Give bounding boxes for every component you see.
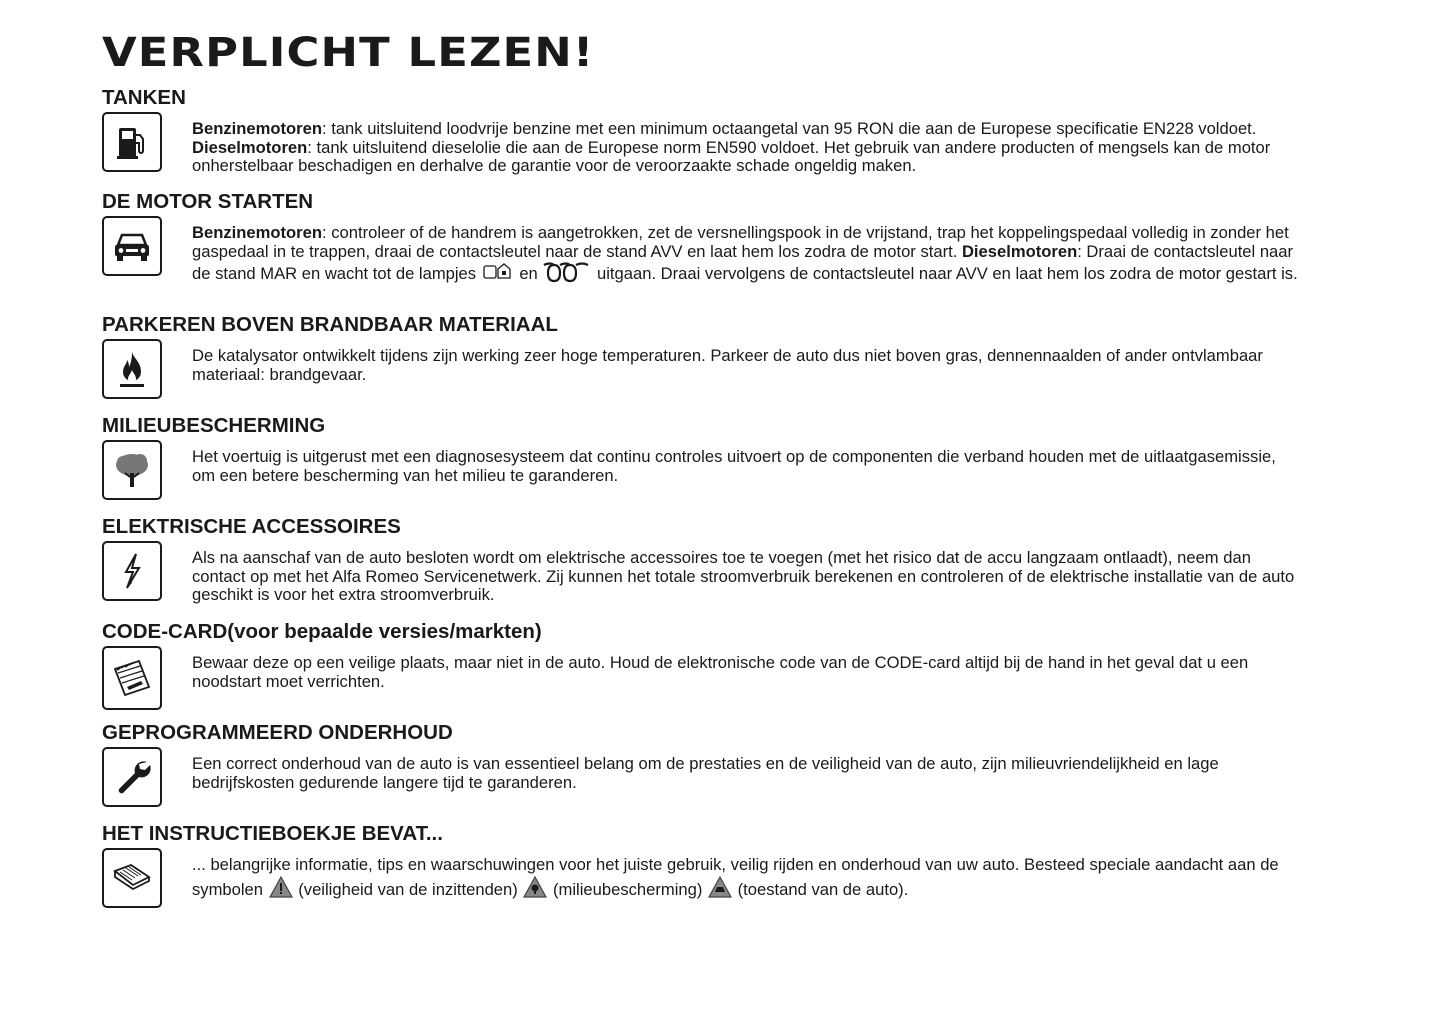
section-text: Als na aanschaf van de auto besloten wordt om elektrische accessoires toe te voegen (met het risico dat de accu langzaam ontlaadt), neem dan contact op met het Alfa Romeo Servicenetwerk. Zij kunnen het totale stroomverbruik berekenen en controleren of de elektrische installatie van de auto geschikt is voor het extra stroomverbruik. (192, 548, 1295, 604)
text-span: uitgaan. Draai vervolgens de contactsleutel naar AVV en laat hem los zodra de motor gestart is. (592, 264, 1298, 283)
text-span: : Draai de contactsleutel naar de stand MAR en wacht tot de lampjes (192, 241, 1294, 283)
section-code-card (102, 620, 1302, 691)
wrench-icon (102, 747, 162, 807)
bold-term: Benzinemotoren (192, 223, 322, 242)
text-span: : controleer of de handrem is aangetrokken, zet de versnellingspook in de vrijstand, trap het koppelingspedaal volledig in zonder het gaspedaal in te trappen, draai de contactsleutel naar de stand AVV en laat hem los zodra de motor start. (192, 223, 1289, 261)
section-text (192, 848, 1302, 903)
bold-term: Dieselmotoren (192, 137, 308, 157)
glow-plug-warning-icon (481, 261, 515, 288)
section-instructieboekje (102, 822, 1302, 903)
section-heading: CODE-CARD(voor bepaalde versies/markten) (102, 620, 542, 643)
text-span: ... belangrijke informatie, tips en waarschuwingen voor het juiste gebruik, veilig rijden en onderhoud van uw auto. Besteed speciale aandacht aan de symbolen (192, 855, 1279, 899)
text-span: (milieubescherming) (548, 879, 708, 899)
section-text: De katalysator ontwikkelt tijdens zijn werking zeer hoge temperaturen. Parkeer de auto dus niet boven gras, dennennaalden of ander ontvlambaar materiaal: brandgevaar. (192, 346, 1263, 384)
car-front-icon (102, 216, 162, 276)
warning-vehicle-icon (707, 875, 733, 904)
lightning-icon (102, 541, 162, 601)
bold-term: Benzinemotoren (192, 119, 322, 138)
section-tanken (102, 86, 1302, 176)
code-card-icon (102, 646, 162, 710)
text-span: en (514, 264, 543, 283)
section-heading: GEPROGRAMMEERD ONDERHOUD (102, 721, 453, 744)
section-text (192, 216, 1302, 288)
section-heading: MILIEUBESCHERMING (102, 414, 326, 437)
bold-term: Dieselmotoren (961, 241, 1078, 261)
page-title: VERPLICHT LEZEN! (102, 30, 595, 76)
section-motor-starten (102, 190, 1302, 288)
section-heading: TANKEN (102, 86, 186, 109)
fuel-pump-icon (102, 112, 162, 172)
text-span: : tank uitsluitend dieselolie die aan de Europese norm EN590 voldoet. Het gebruik van andere producten of mengsels kan de motor onherstelbaar beschadigen en derhalve de garantie voor de veroorzaakte schade ongeldig maken. (192, 137, 1271, 175)
text-span: : tank uitsluitend loodvrije benzine met een minimum octaangetal van 95 RON die aan de Europese specificatie EN228 voldoet. (322, 119, 1257, 138)
section-parkeren (102, 313, 1302, 384)
section-elektrische-accessoires (102, 515, 1302, 605)
warning-occupant-safety-icon (268, 875, 294, 904)
section-heading: PARKEREN BOVEN BRANDBAAR MATERIAAL (102, 313, 558, 336)
section-heading: HET INSTRUCTIEBOEKJE BEVAT... (102, 822, 443, 845)
section-milieubescherming (102, 414, 1302, 485)
preheating-coil-icon (542, 261, 592, 288)
flame-icon (102, 339, 162, 399)
text-span: (veiligheid van de inzittenden) (293, 879, 523, 899)
section-text: Een correct onderhoud van de auto is van essentieel belang om de prestaties en de veiligheid van de auto, zijn milieuvriendelijkheid en lage bedrijfskosten gedurende langere tijd te garanderen. (192, 754, 1219, 792)
text-span: (toestand van de auto). (733, 879, 909, 899)
section-text (192, 112, 1302, 176)
tree-icon (102, 440, 162, 500)
warning-environment-icon (522, 875, 548, 904)
section-onderhoud (102, 721, 1302, 792)
section-heading: DE MOTOR STARTEN (102, 190, 314, 213)
section-text: Het voertuig is uitgerust met een diagnosesysteem dat continu controles uitvoert op de componenten die verband houden met de uitlaatgasemissie, om een betere bescherming van het milieu te garanderen. (192, 447, 1276, 485)
section-text: Bewaar deze op een veilige plaats, maar niet in de auto. Houd de elektronische code van de CODE-card altijd bij de hand in het geval dat u een noodstart moet verrichten. (192, 653, 1249, 691)
open-book-icon (102, 848, 162, 908)
section-heading: ELEKTRISCHE ACCESSOIRES (102, 515, 401, 538)
